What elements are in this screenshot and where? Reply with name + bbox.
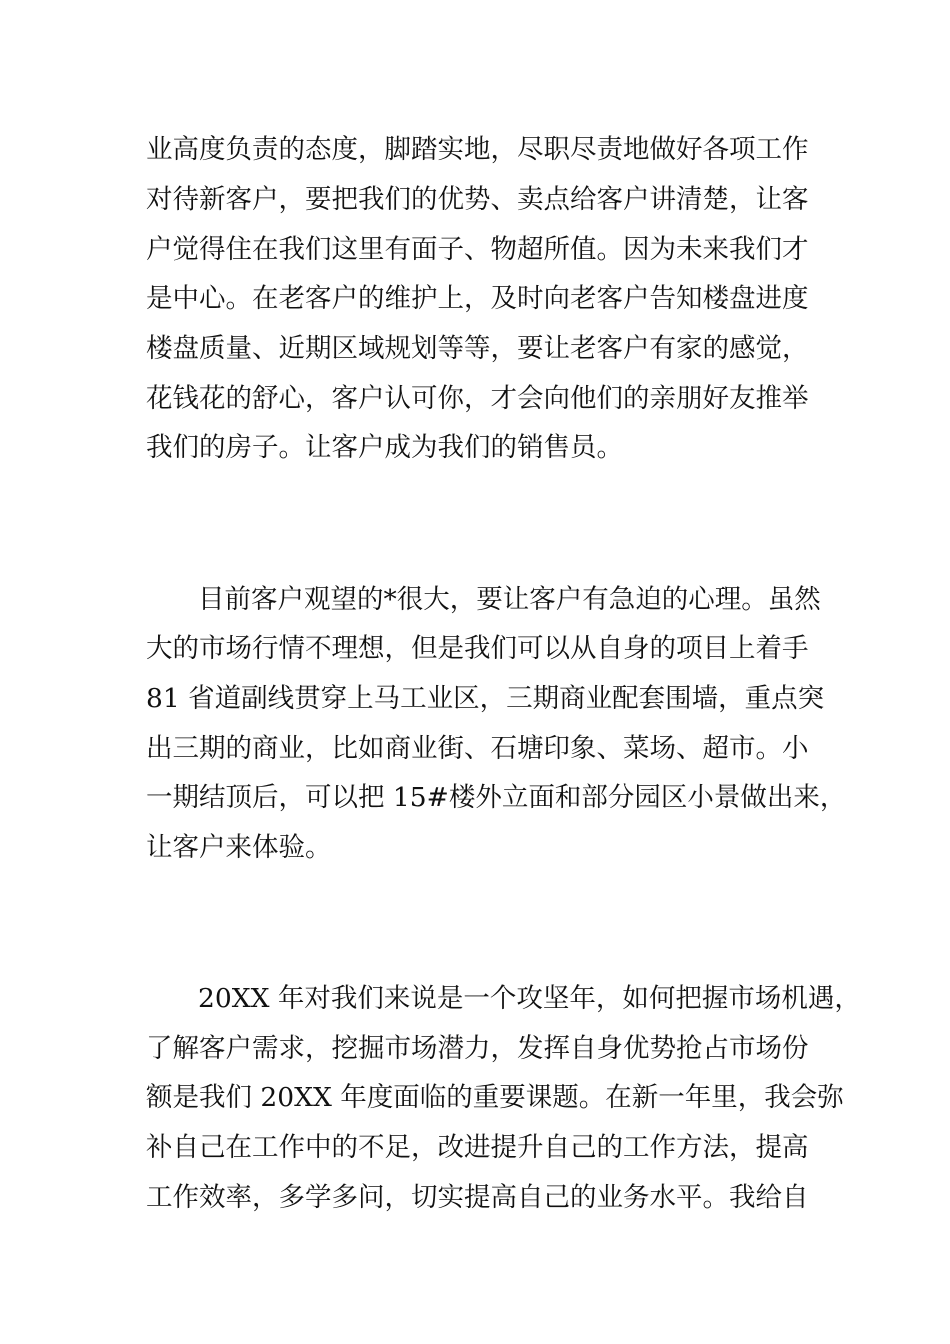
- paragraph-1-line-6: 花钱花的舒心，客户认可你，才会向他们的亲朋好友推举: [146, 383, 809, 414]
- paragraph-2-line-2: 大的市场行情不理想，但是我们可以从自身的项目上着手: [146, 633, 809, 664]
- paragraph-3-line-2: 了解客户需求，挖掘市场潜力，发挥自身优势抢占市场份: [146, 1033, 809, 1064]
- paragraph-3-line-1: 20XX 年对我们来说是一个攻坚年，如何把握市场机遇，: [198, 983, 861, 1014]
- paragraph-3-line-5: 工作效率，多学多问，切实提高自己的业务水平。我给自: [146, 1182, 809, 1213]
- paragraph-1-line-5: 楼盘质量、近期区域规划等等，要让老客户有家的感觉，: [146, 333, 809, 364]
- paragraph-2-line-4: 出三期的商业，比如商业街、石塘印象、菜场、超市。小: [146, 733, 809, 764]
- paragraph-3-line-4: 补自己在工作中的不足，改进提升自己的工作方法，提高: [146, 1132, 809, 1163]
- paragraph-2-line-1: 目前客户观望的*很大，要让客户有急迫的心理。虽然: [198, 584, 821, 615]
- paragraph-1-line-1: 业高度负责的态度，脚踏实地，尽职尽责地做好各项工作: [146, 134, 809, 165]
- paragraph-1-line-3: 户觉得住在我们这里有面子、物超所值。因为未来我们才: [146, 234, 809, 265]
- paragraph-1-line-7: 我们的房子。让客户成为我们的销售员。: [146, 432, 623, 463]
- paragraph-3-line-3: 额是我们 20XX 年度面临的重要课题。在新一年里，我会弥: [146, 1082, 844, 1113]
- paragraph-2-line-3: 81 省道副线贯穿上马工业区，三期商业配套围墙，重点突: [146, 683, 825, 714]
- paragraph-2-line-6: 让客户来体验。: [146, 832, 332, 863]
- paragraph-1-line-2: 对待新客户，要把我们的优势、卖点给客户讲清楚，让客: [146, 184, 809, 215]
- paragraph-1-line-4: 是中心。在老客户的维护上，及时向老客户告知楼盘进度: [146, 283, 809, 314]
- paragraph-2-line-5: 一期结顶后，可以把 15#楼外立面和部分园区小景做出来，: [146, 782, 847, 813]
